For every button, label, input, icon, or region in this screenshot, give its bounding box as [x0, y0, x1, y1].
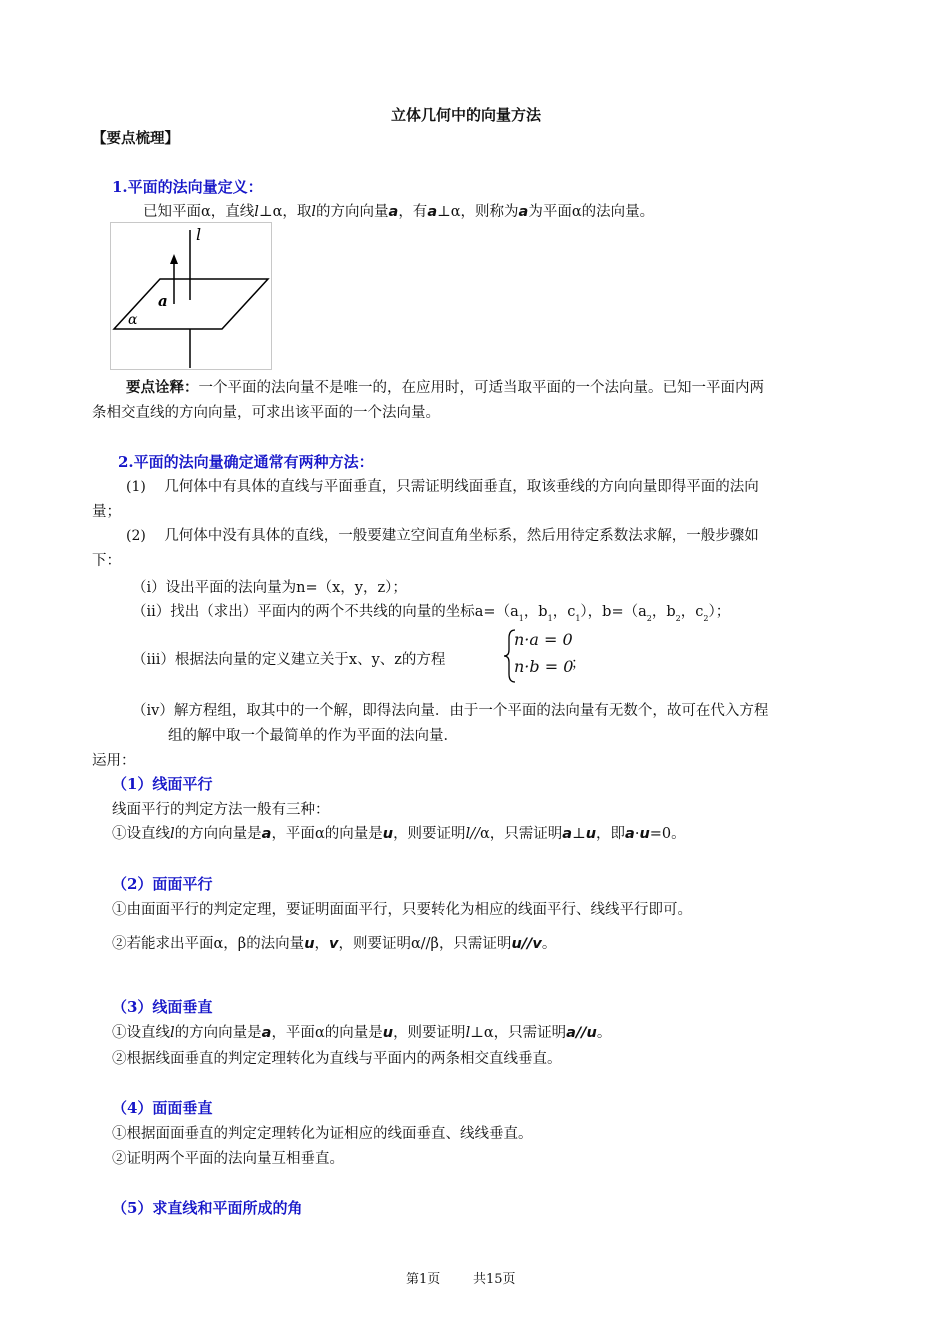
heading-line-plane-parallel: （1）线面平行	[112, 775, 213, 793]
symbol-l: l	[254, 204, 259, 220]
text: 为平面	[528, 204, 572, 220]
apply-label: 运用：	[92, 753, 136, 769]
step-iv-a: （iv）解方程组，取其中的一个解，即得法向量．由于一个平面的法向量有无数个，故可在代入方程	[132, 703, 769, 719]
symbol-perp: ⊥	[437, 204, 451, 220]
text: 。	[596, 1025, 612, 1041]
symbol-parallel: //	[420, 936, 431, 952]
text: 的方向向量	[316, 204, 389, 220]
symbol-alpha: α	[314, 1025, 325, 1041]
text: ，平面	[271, 826, 315, 842]
symbol-perp: ⊥	[470, 1025, 484, 1041]
step-iv-b: 组的解中取一个最简单的作为平面的法向量．	[168, 728, 458, 744]
subscript: 1	[518, 614, 524, 623]
text: ，b	[523, 604, 548, 620]
symbol-l: l	[311, 204, 317, 220]
symbol-beta: β	[430, 936, 439, 952]
symbol-l: l	[170, 1025, 175, 1041]
text: =0。	[649, 826, 686, 842]
text: 几何体中有具体的直线与平面垂直，只需证明线面垂直，取该垂线的方向向量即得平面的法向	[164, 479, 759, 495]
text: ，只需证明	[438, 936, 512, 952]
text: ，c	[680, 604, 704, 620]
heading-line-plane-perpendicular: （3）线面垂直	[112, 998, 213, 1016]
text: ，则要证明	[393, 1025, 466, 1041]
symbol-alpha: α	[314, 826, 325, 842]
step-ii	[132, 600, 730, 623]
vector-u: u	[304, 936, 315, 952]
text: ，c	[552, 604, 576, 620]
arrowhead	[170, 254, 178, 264]
symbol-alpha: α	[410, 936, 421, 952]
text: ）；	[708, 604, 731, 620]
symbol-dot: ·	[634, 826, 640, 842]
list-number: (1)	[126, 479, 146, 495]
text: ，则称为	[460, 204, 519, 220]
parallel-intro: 线面平行的判定方法一般有三种：	[112, 802, 330, 818]
method-2-line-b: 下：	[92, 553, 121, 569]
text: ，	[223, 936, 238, 952]
text: 的方向向量是	[174, 1025, 262, 1041]
heading-plane-plane-parallel: （2）面面平行	[112, 875, 213, 893]
heading-two-methods: 2.平面的法向量确定通常有两种方法：	[118, 453, 374, 471]
text: ，b	[651, 604, 676, 620]
vector-u: u	[639, 826, 650, 842]
method-2-line-a	[126, 524, 759, 545]
subscript: 2	[646, 614, 652, 623]
symbol-parallel: //	[575, 1025, 587, 1041]
text: 的法向量。	[581, 204, 655, 220]
plane-perpendicular-item-2: ②证明两个平面的法向量互相垂直。	[112, 1151, 344, 1167]
symbol-perp: ⊥	[258, 204, 273, 220]
text: （ii）找出（求出）平面内的两个不共线的向量的坐标a=（a	[132, 604, 519, 620]
vector-u: u	[382, 1025, 394, 1041]
text: 。	[541, 936, 557, 952]
symbol-l: l	[170, 826, 175, 842]
step-iii-end: ；	[571, 656, 586, 672]
vector-a: a	[261, 1025, 272, 1041]
list-number: (2)	[126, 528, 146, 544]
text: ，	[314, 936, 330, 952]
plane-perpendicular-item-1: ①根据面面垂直的判定定理转化为证相应的线面垂直、线线垂直。	[112, 1126, 533, 1142]
symbol-alpha: α	[571, 204, 582, 220]
vector-v: v	[532, 936, 542, 952]
symbol-alpha: α	[201, 204, 211, 220]
text: ，则要证明	[338, 936, 411, 952]
symbol-alpha: α	[479, 826, 490, 842]
text: 的向量是	[324, 1025, 383, 1041]
page-title: 立体几何中的向量方法	[391, 106, 542, 124]
label-a: a	[158, 292, 168, 310]
text: ，只需证明	[489, 826, 563, 842]
footer-total-pages: 共15页	[473, 1272, 516, 1287]
method-1-line-a	[126, 475, 759, 496]
text: ①设直线	[112, 1025, 170, 1041]
symbol-perp: ⊥	[572, 826, 586, 842]
vector-u: u	[585, 826, 597, 842]
figure-frame	[111, 223, 272, 370]
vector-a: a	[388, 204, 399, 220]
note-line-1	[126, 376, 764, 397]
subscript: 1	[575, 614, 581, 623]
vector-a: a	[518, 204, 529, 220]
text: ，取	[282, 204, 312, 220]
vector-a: a	[566, 1025, 576, 1041]
label-l: l	[196, 225, 202, 244]
text: ，只需证明	[493, 1025, 567, 1041]
heading-plane-plane-perpendicular: （4）面面垂直	[112, 1099, 213, 1117]
note-label: 要点诠释：	[126, 379, 199, 396]
equation-2: n·b = 0	[514, 657, 574, 676]
text: ，则要证明	[393, 826, 466, 842]
text: 的向量是	[324, 826, 383, 842]
text: 几何体中没有具体的直线，一般要建立空间直角坐标系，然后用待定系数法求解，一般步骤如	[164, 528, 759, 544]
symbol-l: l	[465, 1025, 471, 1041]
subscript: 1	[547, 614, 553, 623]
perpendicular-item-2: ②根据线面垂直的判定定理转化为直线与平面内的两条相交直线垂直。	[112, 1051, 562, 1067]
definition-line	[143, 200, 654, 221]
note-line-2: 条相交直线的方向向量，可求出该平面的一个法向量。	[92, 405, 440, 421]
heading-normal-vector-definition: 1.平面的法向量定义：	[112, 178, 263, 196]
vector-u: u	[586, 1025, 597, 1041]
step-iii-text: （iii）根据法向量的定义建立关于x、y、z的方程	[132, 652, 446, 668]
text: 已知平面	[143, 204, 201, 220]
symbol-alpha: α	[272, 204, 283, 220]
text: 的方向向量是	[174, 826, 262, 842]
text: ，即	[596, 826, 626, 842]
step-i: （i）设出平面的法向量为n=（x，y，z）；	[132, 580, 407, 596]
symbol-parallel: //	[521, 936, 533, 952]
symbol-l: l	[465, 826, 471, 842]
vector-a: a	[427, 204, 438, 220]
plane-parallel-item-2	[112, 932, 556, 953]
vector-a: a	[261, 826, 272, 842]
equation-1: n·a = 0	[514, 630, 573, 649]
normal-vector-figure	[110, 222, 272, 370]
perpendicular-item-1	[112, 1021, 611, 1042]
vector-a: a	[562, 826, 573, 842]
vector-u: u	[511, 936, 522, 952]
text: ①设直线	[112, 826, 170, 842]
symbol-alpha: α	[483, 1025, 494, 1041]
method-1-line-b: 量；	[92, 504, 121, 520]
heading-line-plane-angle: （5）求直线和平面所成的角	[112, 1199, 303, 1217]
subscript: 2	[703, 614, 709, 623]
text: ，平面	[271, 1025, 315, 1041]
symbol-beta: β	[237, 936, 247, 952]
text: ，直线	[210, 204, 255, 220]
symbol-parallel: //	[470, 826, 480, 842]
plane-parallel-item-1: ①由面面平行的判定定理，要证明面面平行，只要转化为相应的线面平行、线线平行即可。	[112, 902, 692, 918]
vector-a: a	[625, 826, 635, 842]
symbol-alpha: α	[450, 204, 461, 220]
text: ，有	[398, 204, 428, 220]
text: ②若能求出平面	[112, 936, 214, 952]
section-heading: 【要点梳理】	[92, 130, 179, 147]
symbol-alpha: α	[213, 936, 224, 952]
footer-page-number: 第1页	[406, 1272, 441, 1287]
parallel-item-1	[112, 822, 686, 843]
text: 一个平面的法向量不是唯一的，在应用时，可适当取平面的一个法向量。已知一平面内两	[198, 380, 764, 396]
text: ），b=（a	[580, 604, 647, 620]
text: 的法向量	[246, 936, 305, 952]
vector-u: u	[382, 826, 394, 842]
vector-v: v	[329, 936, 339, 952]
label-alpha: α	[128, 312, 138, 328]
subscript: 2	[675, 614, 681, 623]
